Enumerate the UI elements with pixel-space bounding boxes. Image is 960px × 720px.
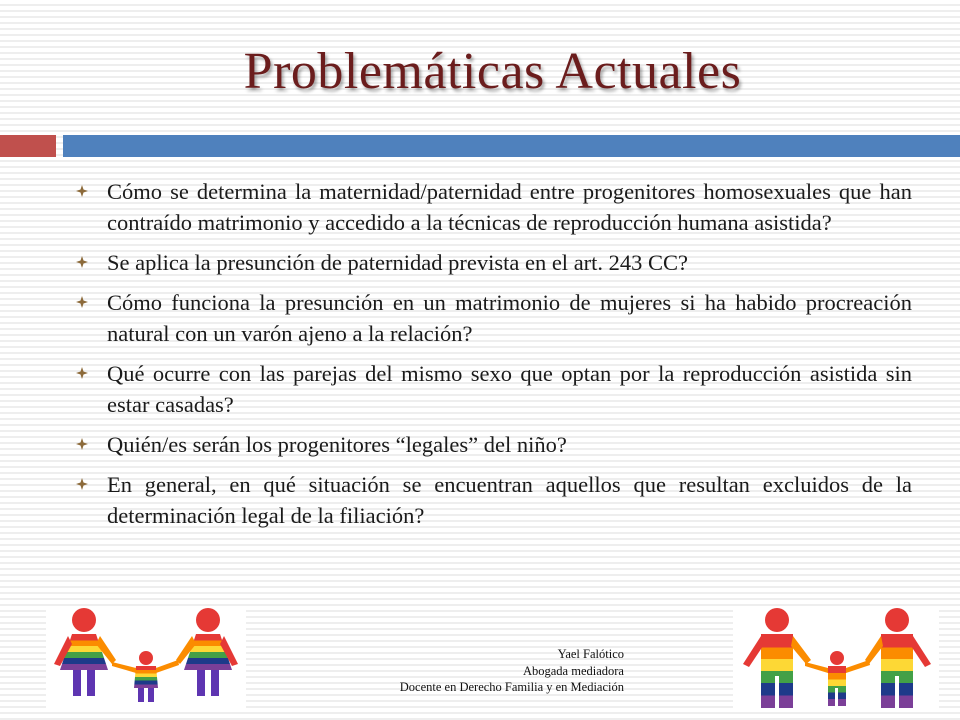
bullet-text: Cómo se determina la maternidad/paternidad entre progenitores homosexuales que han contraído matrimonio y accedido a la técnicas de reproducción humana asistida? — [107, 179, 912, 235]
accent-bar-blue — [63, 135, 960, 157]
bullet-text: Qué ocurre con las parejas del mismo sexo que optan por la reproducción asistida sin estar casadas? — [107, 361, 912, 417]
bullet-text: Se aplica la presunción de paternidad prevista en el art. 243 CC? — [107, 250, 689, 275]
bullet-text: Quién/es serán los progenitores “legales” del niño? — [107, 432, 567, 457]
bullet-item — [74, 358, 912, 420]
accent-bar-red — [0, 135, 56, 157]
diamond-bullet-icon — [76, 367, 88, 379]
diamond-bullet-icon — [76, 438, 88, 450]
bullet-list — [74, 176, 912, 540]
author-name: Yael Falótico — [557, 647, 624, 661]
diamond-bullet-icon — [76, 478, 88, 490]
author-role: Abogada mediadora — [522, 663, 624, 678]
bullet-item — [74, 176, 912, 238]
diamond-bullet-icon — [76, 256, 88, 268]
bullet-text: Cómo funciona la presunción en un matrimonio de mujeres si ha habido procreación natural con un varón ajeno a la relación? — [107, 290, 912, 346]
author-position: Docente en Derecho Familia y en Mediación — [399, 680, 624, 694]
author-credits — [300, 646, 624, 696]
bullet-text: En general, en qué situación se encuentran aquellos que resultan excluidos de la determinación legal de la filiación? — [107, 472, 912, 528]
bullet-item — [74, 287, 912, 349]
diamond-bullet-icon — [76, 296, 88, 308]
bullet-item — [74, 429, 912, 460]
slide-title: Problemáticas Actuales — [243, 43, 742, 100]
rainbow-family-two-fathers-icon — [733, 606, 939, 712]
rainbow-family-two-mothers-icon — [46, 606, 246, 712]
bullet-item — [74, 469, 912, 531]
bullet-item — [74, 247, 912, 278]
diamond-bullet-icon — [76, 185, 88, 197]
